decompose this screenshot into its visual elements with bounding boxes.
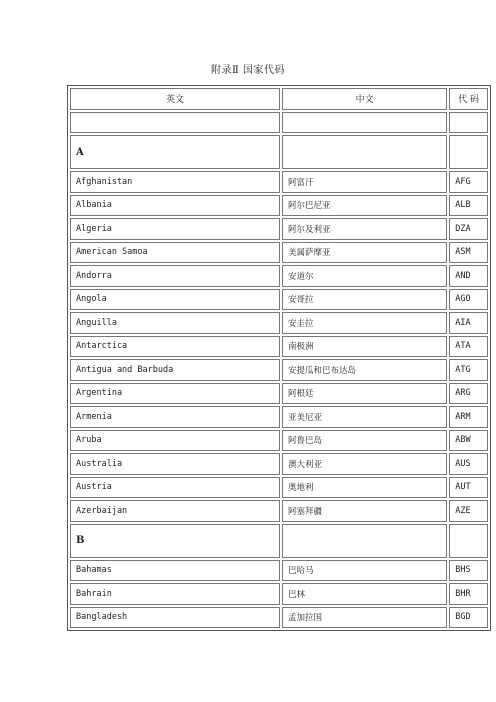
country-code: DZA <box>449 218 488 240</box>
country-english-name: Andorra <box>70 265 280 287</box>
header-chinese: 中文 <box>282 88 447 110</box>
page-title: 附录Ⅱ 国家代码 <box>211 65 285 76</box>
country-code: AUT <box>449 477 488 499</box>
country-english-name: Azerbaijan <box>70 500 280 522</box>
country-code: AUS <box>449 453 488 475</box>
country-english-name: Antigua and Barbuda <box>70 359 280 381</box>
section-header-row <box>70 524 488 558</box>
table-row <box>70 359 488 381</box>
table-row <box>70 265 488 287</box>
table-row <box>70 383 488 405</box>
country-english-name: Armenia <box>70 406 280 428</box>
country-chinese-name: 阿富汗 <box>282 171 447 193</box>
country-chinese-name: 巴哈马 <box>282 560 447 582</box>
header-english: 英文 <box>70 88 280 110</box>
country-code: ARG <box>449 383 488 405</box>
country-chinese-name: 阿尔及利亚 <box>282 218 447 240</box>
country-chinese-name: 安道尔 <box>282 265 447 287</box>
country-chinese-name: 亚美尼亚 <box>282 406 447 428</box>
country-code: ABW <box>449 430 488 452</box>
blank-row <box>70 112 488 134</box>
country-code: ARM <box>449 406 488 428</box>
country-chinese-name: 奥地利 <box>282 477 447 499</box>
country-english-name: Anguilla <box>70 312 280 334</box>
table-row <box>70 312 488 334</box>
table-row <box>70 477 488 499</box>
table-body <box>70 112 488 629</box>
table-row <box>70 336 488 358</box>
country-chinese-name: 阿尔巴尼亚 <box>282 195 447 217</box>
table-row <box>70 289 488 311</box>
country-code: ATG <box>449 359 488 381</box>
country-chinese-name: 孟加拉国 <box>282 607 447 629</box>
country-code: AGO <box>449 289 488 311</box>
country-english-name: Argentina <box>70 383 280 405</box>
country-english-name: Aruba <box>70 430 280 452</box>
country-code-table <box>67 85 491 631</box>
table-row <box>70 560 488 582</box>
table-row <box>70 242 488 264</box>
table-row <box>70 171 488 193</box>
country-code: AND <box>449 265 488 287</box>
country-chinese-name: 阿根廷 <box>282 383 447 405</box>
header-code: 代 码 <box>449 88 488 110</box>
table-row <box>70 607 488 629</box>
section-letter: B <box>70 524 280 558</box>
country-chinese-name: 南极洲 <box>282 336 447 358</box>
country-code: AZE <box>449 500 488 522</box>
country-chinese-name: 安提瓜和巴布达岛 <box>282 359 447 381</box>
section-letter: A <box>70 135 280 169</box>
country-chinese-name: 阿塞拜疆 <box>282 500 447 522</box>
country-chinese-name: 澳大利亚 <box>282 453 447 475</box>
table-row <box>70 218 488 240</box>
country-code: AFG <box>449 171 488 193</box>
country-english-name: Antarctica <box>70 336 280 358</box>
table-row <box>70 500 488 522</box>
country-english-name: Albania <box>70 195 280 217</box>
country-english-name: Bangladesh <box>70 607 280 629</box>
table-row <box>70 430 488 452</box>
country-code: BGD <box>449 607 488 629</box>
table-row <box>70 406 488 428</box>
country-code: ASM <box>449 242 488 264</box>
table-row <box>70 195 488 217</box>
country-code: BHS <box>449 560 488 582</box>
country-chinese-name: 安圭拉 <box>282 312 447 334</box>
table-row <box>70 583 488 605</box>
country-english-name: Bahrain <box>70 583 280 605</box>
country-code: ATA <box>449 336 488 358</box>
country-code: BHR <box>449 583 488 605</box>
table-header-row <box>70 88 488 110</box>
country-english-name: Bahamas <box>70 560 280 582</box>
country-code: AIA <box>449 312 488 334</box>
country-english-name: American Samoa <box>70 242 280 264</box>
country-english-name: Algeria <box>70 218 280 240</box>
country-chinese-name: 安哥拉 <box>282 289 447 311</box>
country-chinese-name: 阿鲁巴岛 <box>282 430 447 452</box>
table-row <box>70 453 488 475</box>
country-chinese-name: 美属萨摩亚 <box>282 242 447 264</box>
section-header-row <box>70 135 488 169</box>
country-english-name: Angola <box>70 289 280 311</box>
country-code: ALB <box>449 195 488 217</box>
country-english-name: Austria <box>70 477 280 499</box>
country-english-name: Australia <box>70 453 280 475</box>
country-chinese-name: 巴林 <box>282 583 447 605</box>
country-english-name: Afghanistan <box>70 171 280 193</box>
